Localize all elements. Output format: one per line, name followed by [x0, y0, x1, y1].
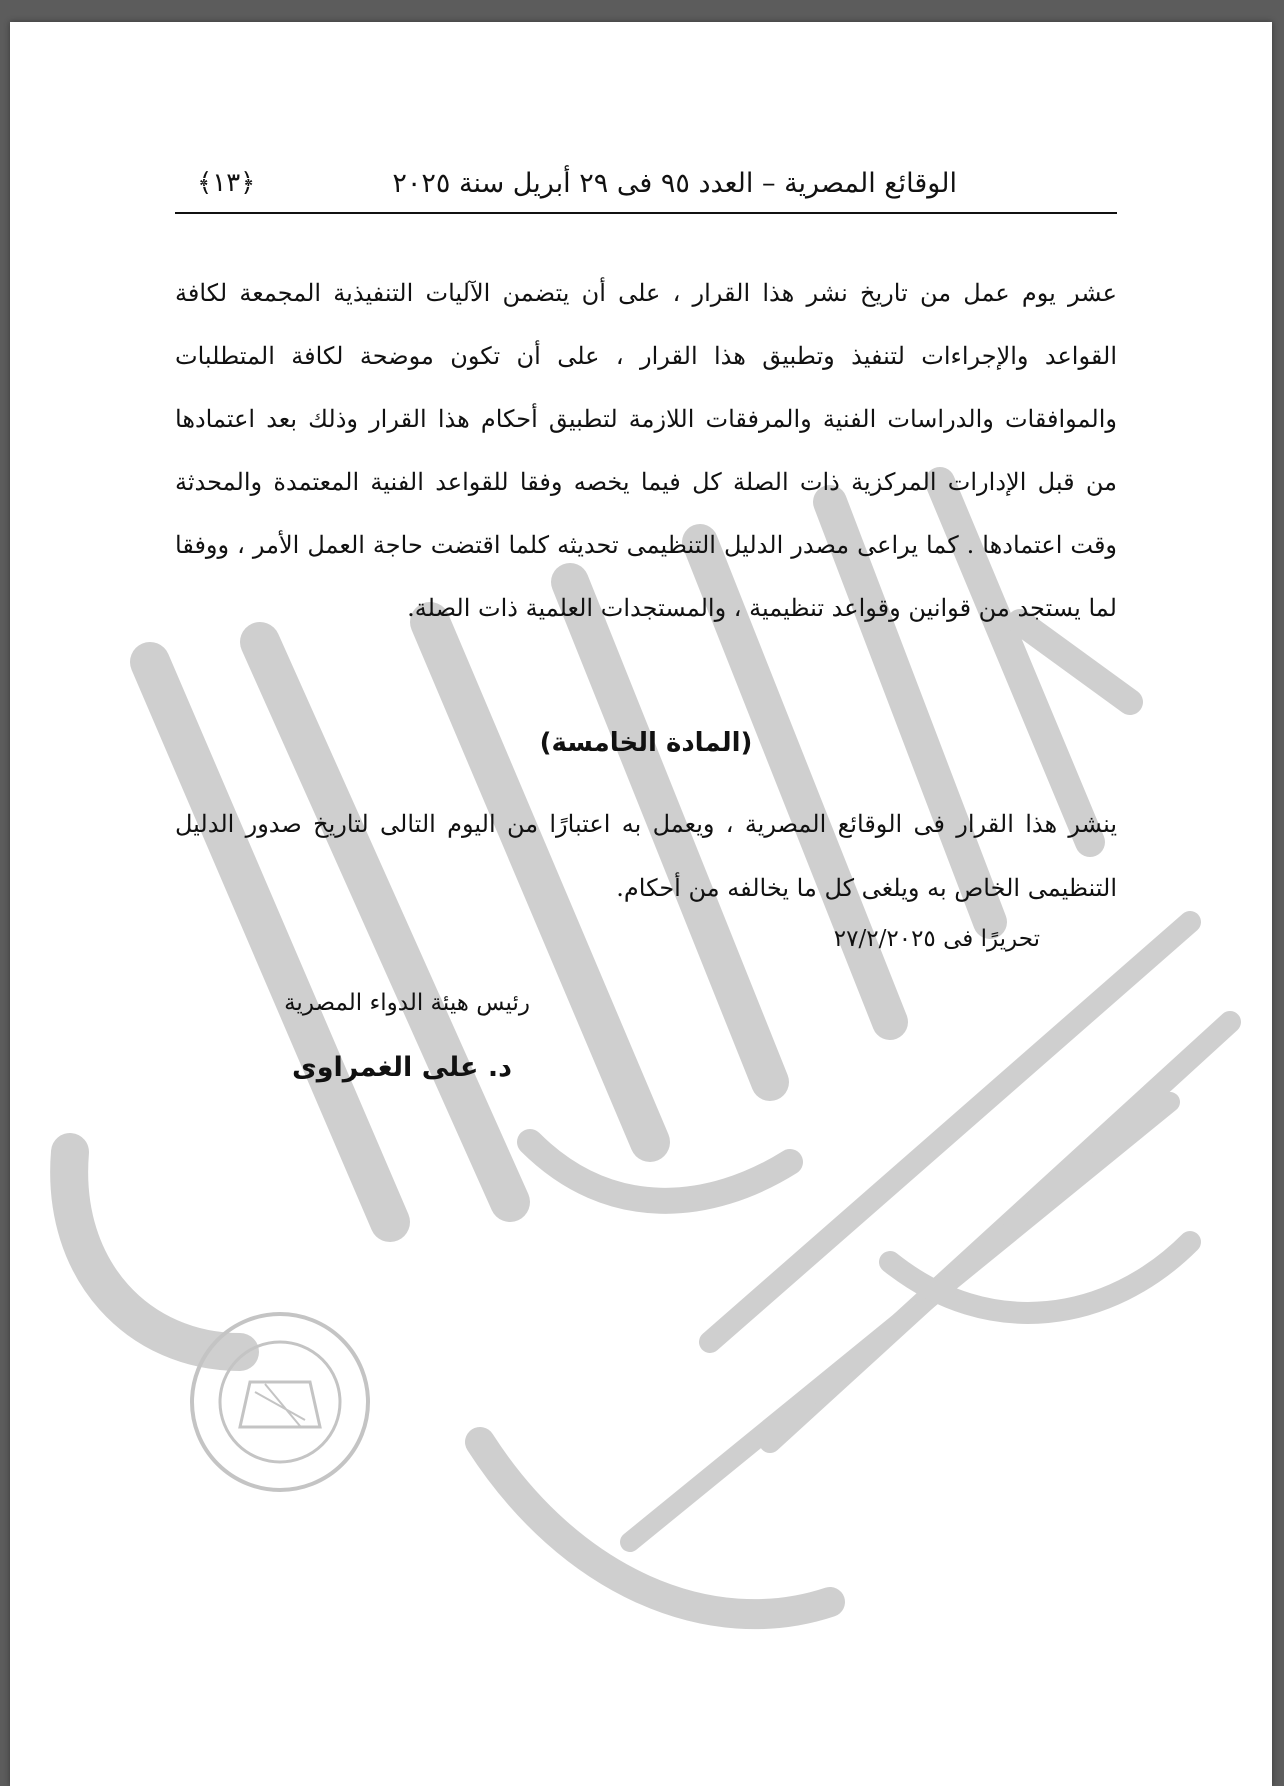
signatory-title: رئيس هيئة الدواء المصرية: [284, 990, 530, 1016]
watermark-stroke: [770, 1022, 1230, 1442]
watermark-stroke: [480, 1442, 830, 1614]
article-heading: (المادة الخامسة): [539, 728, 753, 758]
signatory-name: د. على الغمراوى: [291, 1052, 512, 1083]
page-header: [175, 160, 1117, 214]
watermark-stroke: [890, 1242, 1190, 1313]
page-number: ﴿١٣﴾: [197, 168, 256, 198]
watermark-stroke: [260, 642, 510, 1202]
document-page: [10, 22, 1272, 1786]
watermark-stroke: [530, 1142, 790, 1201]
gazette-title: الوقائع المصرية – العدد ٩٥ فى ٢٩ أبريل سنة ٢٠٢٥: [392, 168, 957, 199]
paragraph-text: عشر يوم عمل من تاريخ نشر هذا القرار ، على أن يتضمن الآليات التنفيذية المجمعة لكافة القواعد والإجراءات لتنفيذ وتطبيق هذا القرار ، على أن تكون موضحة لكافة المتطلبات والموافقات والدراسات الفنية والمرفقات اللازمة لتطبيق أحكام هذا القرار وذلك بعد اعتمادها من قبل الإدارات المركزية ذات الصلة كل فيما يخصه وفقا للقواعد الفنية المعتمدة والمحدثة وقت اعتمادها . كما يراعى مصدر الدليل التنظيمى تحديثه كلما اقتضت حاجة العمل الأمر ، ووفقا لما يستجد من قوانين وقواعد تنظيمية ، والمستجدات العلمية ذات الصلة.: [175, 279, 1117, 622]
issue-date: تحريرًا فى ٢٧/٢/٢٠٢٥: [833, 926, 1040, 952]
watermark-stroke: [630, 1102, 1170, 1542]
watermark-stroke: [710, 922, 1190, 1342]
article-body: [175, 792, 1117, 920]
decree-paragraph: [175, 262, 1117, 640]
official-seal: [170, 1302, 390, 1502]
article-text: ينشر هذا القرار فى الوقائع المصرية ، ويعمل به اعتبارًا من اليوم التالى لتاريخ صدور الدليل التنظيمى الخاص به ويلغى كل ما يخالفه من أحكام.: [175, 810, 1117, 902]
